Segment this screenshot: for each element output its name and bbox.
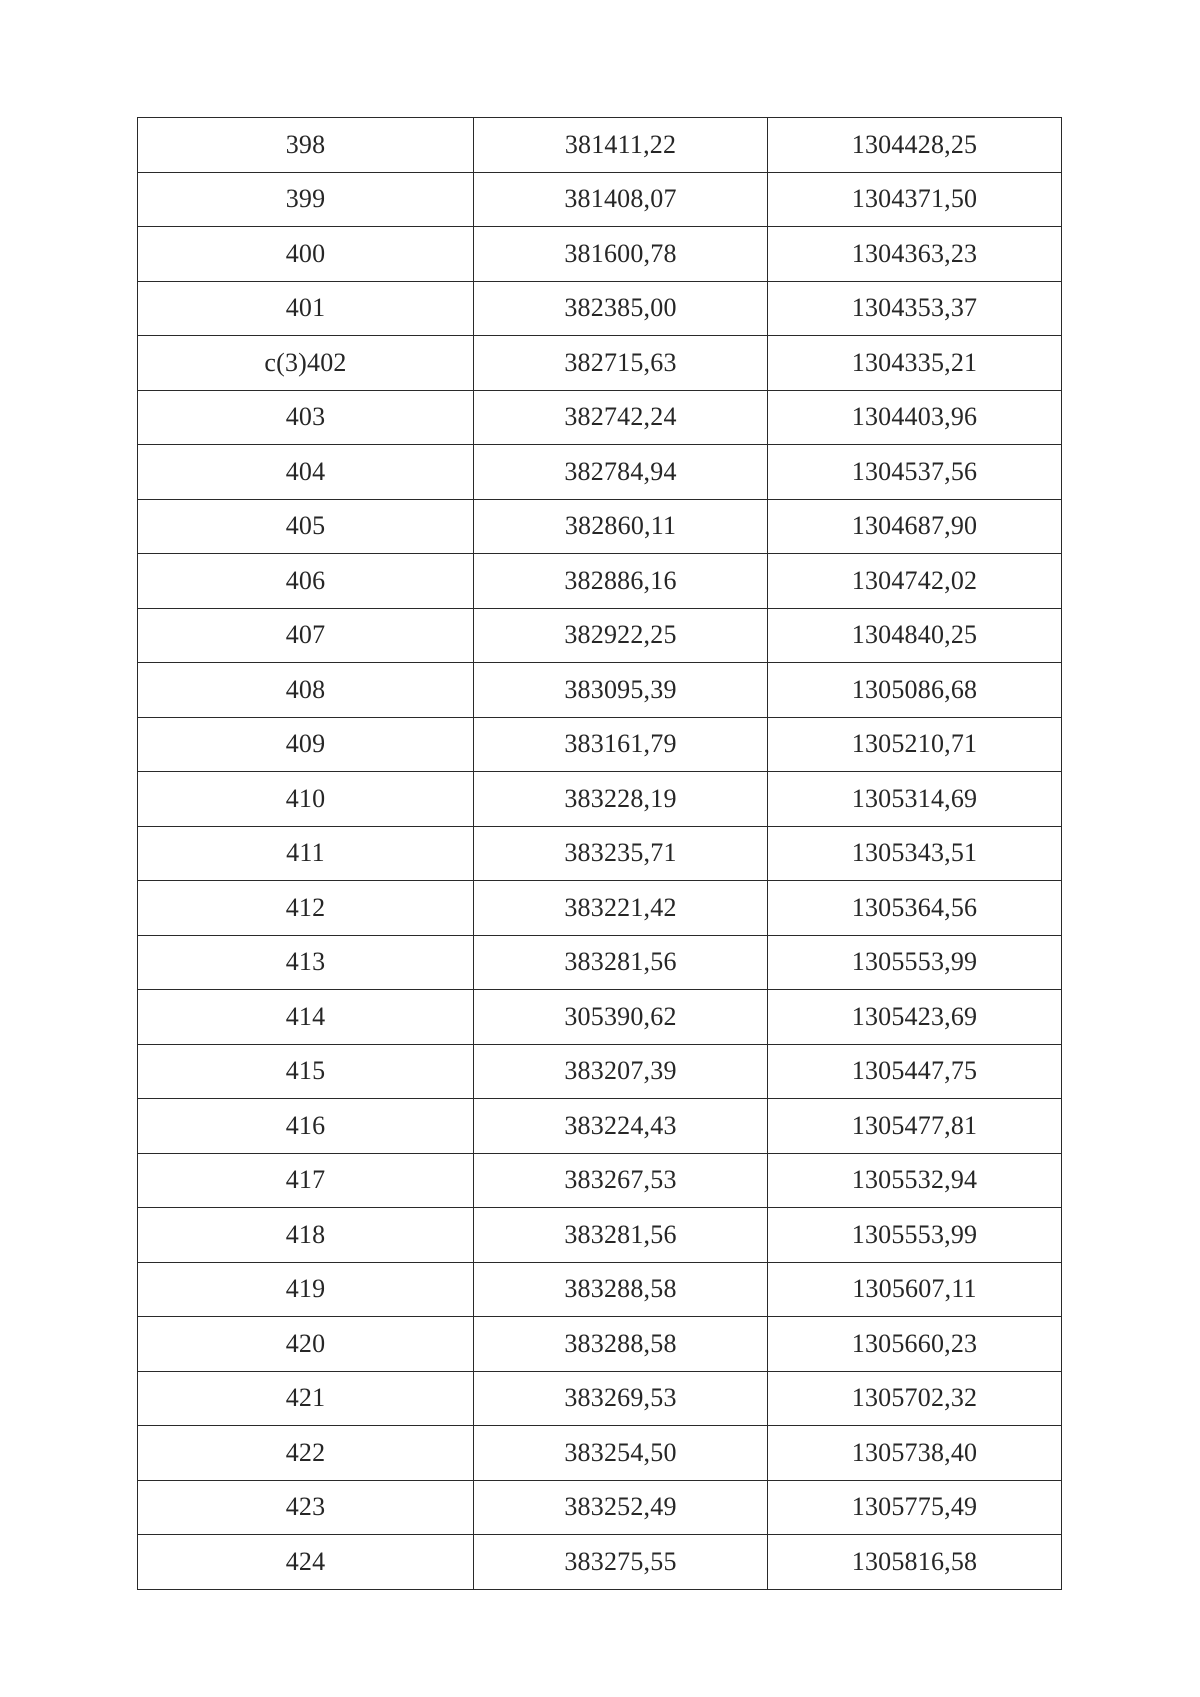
- x-coordinate-cell: 383269,53: [474, 1371, 768, 1426]
- table-row: [138, 1044, 1062, 1099]
- point-number-cell: 422: [138, 1426, 474, 1481]
- y-coordinate-cell: 1305477,81: [768, 1099, 1062, 1154]
- x-coordinate-cell: 383254,50: [474, 1426, 768, 1481]
- x-coordinate-cell: 382715,63: [474, 336, 768, 391]
- y-coordinate-cell: 1304363,23: [768, 227, 1062, 282]
- x-coordinate-cell: 383235,71: [474, 826, 768, 881]
- x-coordinate-cell: 382784,94: [474, 445, 768, 500]
- table-row: [138, 1371, 1062, 1426]
- table-row: [138, 881, 1062, 936]
- y-coordinate-cell: 1305553,99: [768, 935, 1062, 990]
- y-coordinate-cell: 1305816,58: [768, 1535, 1062, 1590]
- point-number-cell: 419: [138, 1262, 474, 1317]
- table-row: [138, 445, 1062, 500]
- table-row: [138, 1208, 1062, 1263]
- point-number-cell: 417: [138, 1153, 474, 1208]
- y-coordinate-cell: 1304840,25: [768, 608, 1062, 663]
- y-coordinate-cell: 1305775,49: [768, 1480, 1062, 1535]
- table-row: [138, 172, 1062, 227]
- point-number-cell: 408: [138, 663, 474, 718]
- table-row: [138, 281, 1062, 336]
- y-coordinate-cell: 1304742,02: [768, 554, 1062, 609]
- table-row: [138, 1262, 1062, 1317]
- coordinates-table-body: [138, 118, 1062, 1590]
- table-row: [138, 935, 1062, 990]
- x-coordinate-cell: 383095,39: [474, 663, 768, 718]
- x-coordinate-cell: 383224,43: [474, 1099, 768, 1154]
- point-number-cell: 405: [138, 499, 474, 554]
- x-coordinate-cell: 381411,22: [474, 118, 768, 173]
- table-row: [138, 1480, 1062, 1535]
- y-coordinate-cell: 1305086,68: [768, 663, 1062, 718]
- x-coordinate-cell: 305390,62: [474, 990, 768, 1045]
- x-coordinate-cell: 383221,42: [474, 881, 768, 936]
- point-number-cell: 406: [138, 554, 474, 609]
- x-coordinate-cell: 383252,49: [474, 1480, 768, 1535]
- y-coordinate-cell: 1304335,21: [768, 336, 1062, 391]
- y-coordinate-cell: 1304428,25: [768, 118, 1062, 173]
- y-coordinate-cell: 1305343,51: [768, 826, 1062, 881]
- point-number-cell: 411: [138, 826, 474, 881]
- point-number-cell: 398: [138, 118, 474, 173]
- table-row: [138, 227, 1062, 282]
- point-number-cell: 409: [138, 717, 474, 772]
- point-number-cell: 413: [138, 935, 474, 990]
- x-coordinate-cell: 383267,53: [474, 1153, 768, 1208]
- point-number-cell: 420: [138, 1317, 474, 1372]
- point-number-cell: 401: [138, 281, 474, 336]
- y-coordinate-cell: 1305423,69: [768, 990, 1062, 1045]
- x-coordinate-cell: 382922,25: [474, 608, 768, 663]
- x-coordinate-cell: 381600,78: [474, 227, 768, 282]
- point-number-cell: 403: [138, 390, 474, 445]
- x-coordinate-cell: 381408,07: [474, 172, 768, 227]
- y-coordinate-cell: 1304687,90: [768, 499, 1062, 554]
- point-number-cell: 407: [138, 608, 474, 663]
- x-coordinate-cell: 383161,79: [474, 717, 768, 772]
- y-coordinate-cell: 1305607,11: [768, 1262, 1062, 1317]
- x-coordinate-cell: 383275,55: [474, 1535, 768, 1590]
- x-coordinate-cell: 383281,56: [474, 1208, 768, 1263]
- table-row: [138, 772, 1062, 827]
- point-number-cell: 412: [138, 881, 474, 936]
- x-coordinate-cell: 382860,11: [474, 499, 768, 554]
- y-coordinate-cell: 1305447,75: [768, 1044, 1062, 1099]
- y-coordinate-cell: 1305532,94: [768, 1153, 1062, 1208]
- point-number-cell: 415: [138, 1044, 474, 1099]
- table-row: [138, 1099, 1062, 1154]
- x-coordinate-cell: 383288,58: [474, 1317, 768, 1372]
- point-number-cell: 400: [138, 227, 474, 282]
- coordinates-table: [137, 117, 1062, 1590]
- y-coordinate-cell: 1305210,71: [768, 717, 1062, 772]
- y-coordinate-cell: 1305553,99: [768, 1208, 1062, 1263]
- table-row: [138, 717, 1062, 772]
- y-coordinate-cell: 1305364,56: [768, 881, 1062, 936]
- y-coordinate-cell: 1304353,37: [768, 281, 1062, 336]
- point-number-cell: 410: [138, 772, 474, 827]
- table-row: [138, 1317, 1062, 1372]
- table-row: [138, 499, 1062, 554]
- table-row: [138, 1535, 1062, 1590]
- point-number-cell: 418: [138, 1208, 474, 1263]
- table-row: [138, 1153, 1062, 1208]
- y-coordinate-cell: 1304403,96: [768, 390, 1062, 445]
- table-row: [138, 118, 1062, 173]
- x-coordinate-cell: 382385,00: [474, 281, 768, 336]
- y-coordinate-cell: 1304537,56: [768, 445, 1062, 500]
- point-number-cell: c(3)402: [138, 336, 474, 391]
- x-coordinate-cell: 383228,19: [474, 772, 768, 827]
- x-coordinate-cell: 383288,58: [474, 1262, 768, 1317]
- x-coordinate-cell: 382742,24: [474, 390, 768, 445]
- x-coordinate-cell: 383207,39: [474, 1044, 768, 1099]
- table-row: [138, 336, 1062, 391]
- x-coordinate-cell: 382886,16: [474, 554, 768, 609]
- table-row: [138, 554, 1062, 609]
- y-coordinate-cell: 1304371,50: [768, 172, 1062, 227]
- table-row: [138, 663, 1062, 718]
- point-number-cell: 399: [138, 172, 474, 227]
- point-number-cell: 424: [138, 1535, 474, 1590]
- table-row: [138, 826, 1062, 881]
- y-coordinate-cell: 1305314,69: [768, 772, 1062, 827]
- y-coordinate-cell: 1305738,40: [768, 1426, 1062, 1481]
- point-number-cell: 423: [138, 1480, 474, 1535]
- point-number-cell: 416: [138, 1099, 474, 1154]
- point-number-cell: 421: [138, 1371, 474, 1426]
- y-coordinate-cell: 1305702,32: [768, 1371, 1062, 1426]
- y-coordinate-cell: 1305660,23: [768, 1317, 1062, 1372]
- table-row: [138, 1426, 1062, 1481]
- table-row: [138, 990, 1062, 1045]
- table-row: [138, 390, 1062, 445]
- table-row: [138, 608, 1062, 663]
- point-number-cell: 414: [138, 990, 474, 1045]
- x-coordinate-cell: 383281,56: [474, 935, 768, 990]
- point-number-cell: 404: [138, 445, 474, 500]
